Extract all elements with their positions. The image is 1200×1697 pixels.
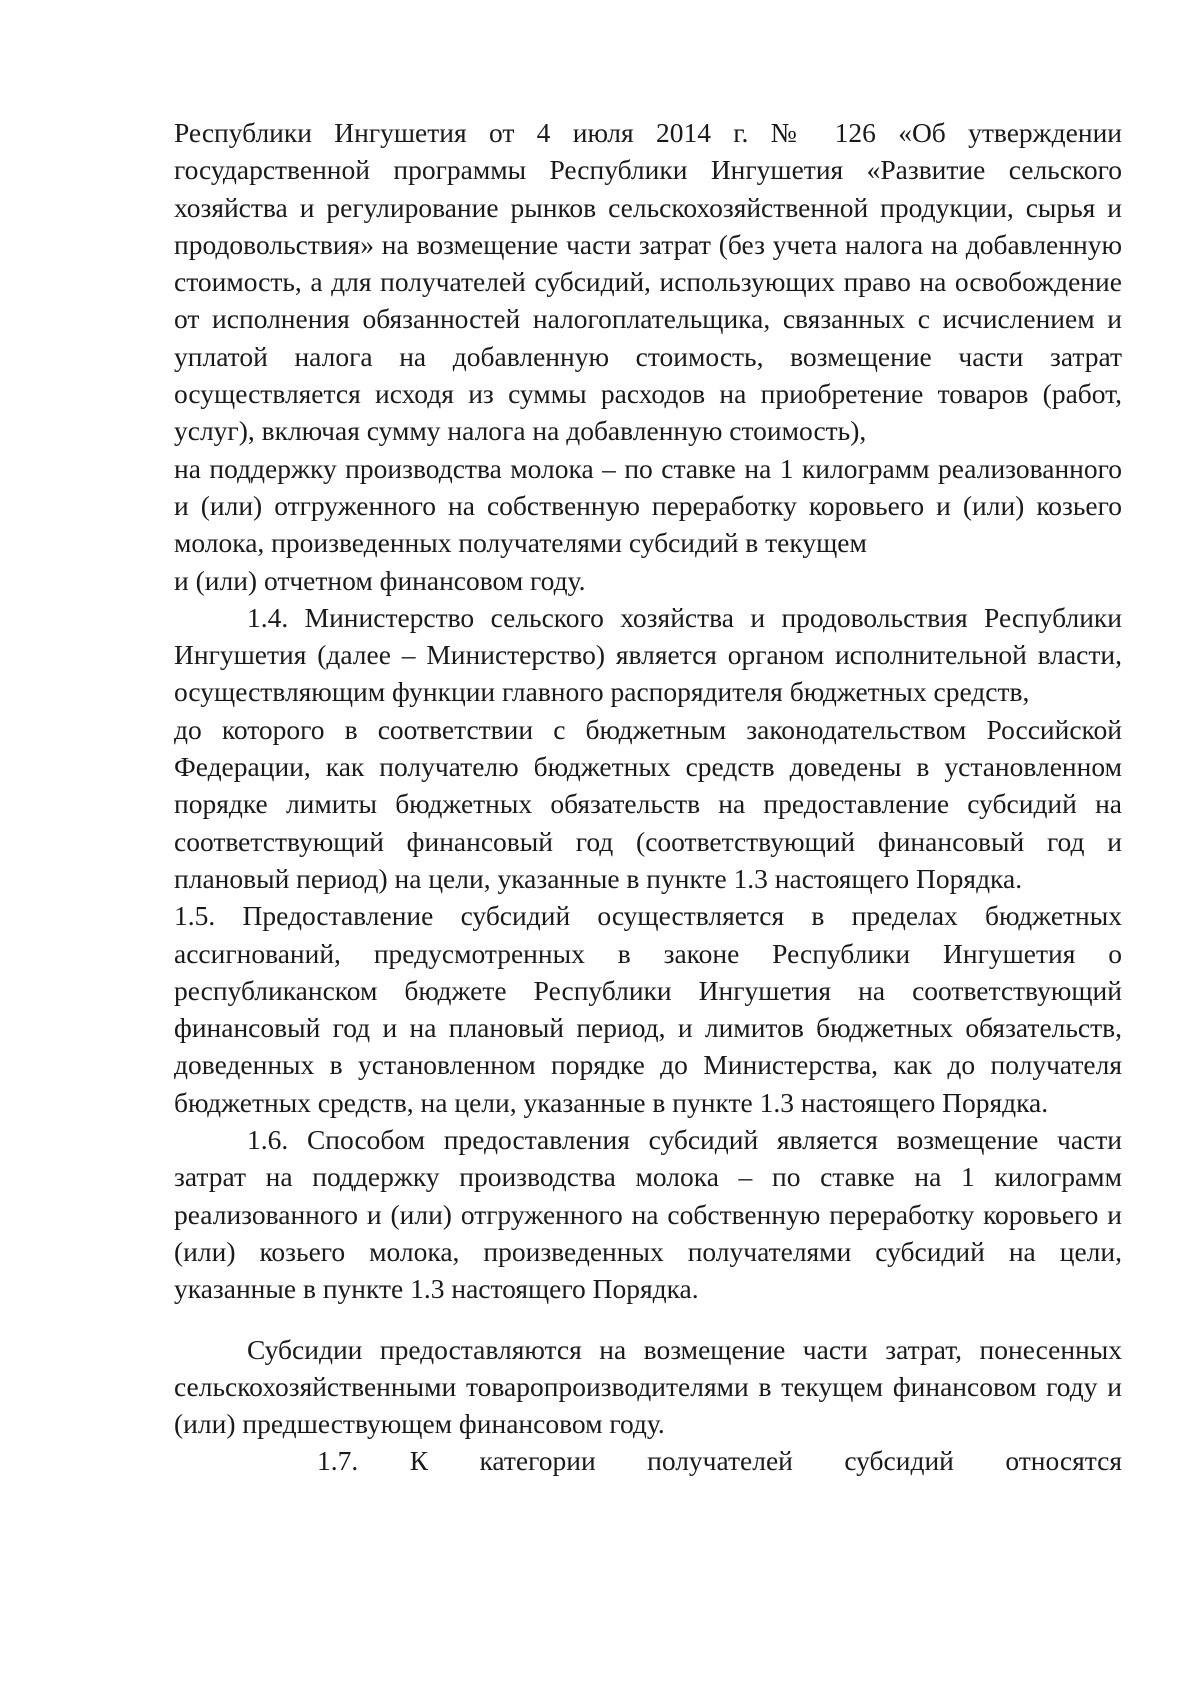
- paragraph-gap: [174, 1308, 1122, 1331]
- paragraph-section-1-5: 1.5. Предоставление субсидий осуществляется в пределах бюджетных ассигнований, предусмотренных в законе Республики Ингушетия о республиканском бюджете Республики Ингушетия на соответствующий финансовый год и на плановый период, и лимитов бюджетных обязательств, доведенных в установленном порядке до Министерства, как до получателя бюджетных средств, на цели, указанные в пункте 1.3 настоящего Порядка.: [174, 900, 1122, 1118]
- document-page: [174, 114, 1122, 1480]
- paragraph-budget-limits: до которого в соответствии с бюджетным законодательством Российской Федерации, как получателю бюджетных средств доведены в установленном порядке лимиты бюджетных обязательств на предоставление субсидий на соответствующий финансовый год (соответствующий финансовый год и плановый период) на цели, указанные в пункте 1.3 настоящего Порядка.: [174, 713, 1122, 894]
- paragraph-reporting-year: и (или) отчетном финансовом году.: [174, 564, 586, 596]
- paragraph-section-1-4: 1.4. Министерство сельского хозяйства и продовольствия Республики Ингушетия (далее – Министерство) является органом исполнительной власти, осуществляющим функции главного распорядителя бюджетных средств,: [174, 601, 1122, 708]
- paragraph-section-1-6: 1.6. Способом предоставления субсидий является возмещение части затрат на поддержку производства молока – по ставке на 1 килограмм реализованного и (или) отгруженного на собственную переработку коровьего и (или) козьего молока, произведенных получателями субсидий на цели, указанные в пункте 1.3 настоящего Порядка.: [174, 1124, 1122, 1305]
- line-word: относятся: [1005, 1445, 1122, 1477]
- section-1-7-line: [174, 1442, 1122, 1479]
- line-word: категории: [479, 1445, 596, 1477]
- line-word: субсидий: [844, 1445, 954, 1477]
- paragraph-milk-support: на поддержку производства молока – по ставке на 1 килограмм реализованного и (или) отгруженного на собственную переработку коровьего и (или) козьего молока, произведенных получателями субсидий в текущем: [174, 452, 1122, 559]
- paragraph-subsidies-reimbursement: Субсидии предоставляются на возмещение части затрат, понесенных сельскохозяйственными товаропроизводителями в текущем финансовом году и (или) предшествующем финансовом году.: [174, 1333, 1122, 1440]
- line-word: К: [409, 1445, 429, 1477]
- line-word: получателей: [647, 1445, 793, 1477]
- section-number: 1.7.: [317, 1445, 359, 1477]
- paragraph-subsidy-purpose: Республики Ингушетия от 4 июля 2014 г. № 126 «Об утверждении государственной программы Республики Ингушетия «Развитие сельского хозяйства и регулирование рынков сельскохозяйственной продукции, сырья и продовольствия» на возмещение части затрат (без учета налога на добавленную стоимость, а для получателей субсидий, использующих право на освобождение от исполнения обязанностей налогоплательщика, связанных с исчислением и уплатой налога на добавленную стоимость, возмещение части затрат осуществляется исходя из суммы расходов на приобретение товаров (работ, услуг), включая сумму налога на добавленную стоимость),: [174, 117, 1122, 447]
